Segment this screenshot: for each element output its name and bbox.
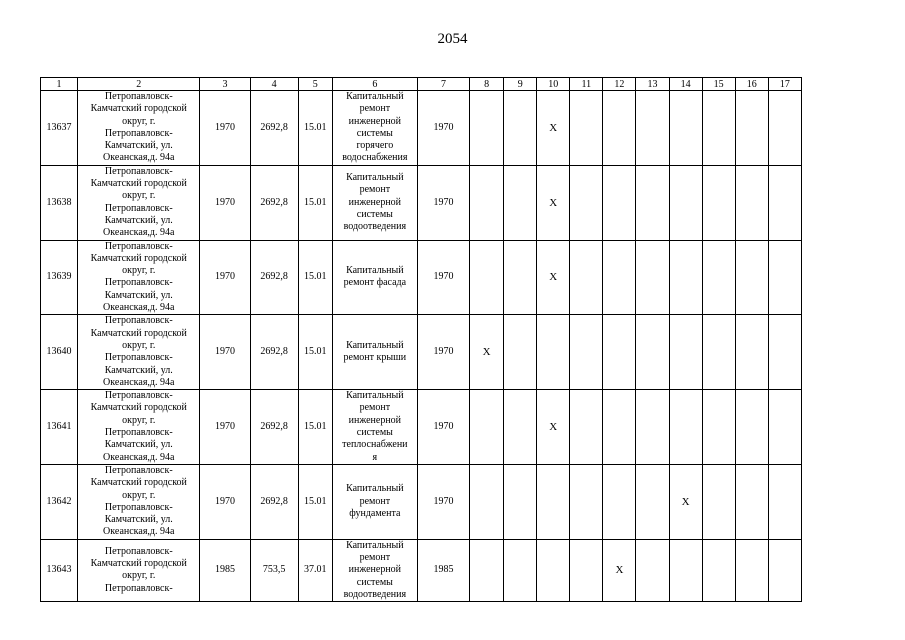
table-cell-col7: 1970 <box>417 91 469 166</box>
mark-cell <box>603 165 636 240</box>
record-id-cell: 13643 <box>41 539 78 601</box>
table-cell-col5: 15.01 <box>298 240 332 315</box>
table-cell-col3: 1970 <box>200 315 250 390</box>
mark-cell <box>570 91 603 166</box>
table-row <box>41 240 802 315</box>
mark-cell <box>504 165 537 240</box>
mark-cell <box>603 315 636 390</box>
work-type-cell: Капитальный ремонт инженерной системы водоотведения <box>332 165 417 240</box>
mark-cell: X <box>603 539 636 601</box>
table-cell-col3: 1985 <box>200 539 250 601</box>
column-header-12: 12 <box>603 78 636 91</box>
record-id-cell: 13640 <box>41 315 78 390</box>
mark-cell: X <box>537 165 570 240</box>
record-id-cell: 13639 <box>41 240 78 315</box>
mark-cell <box>603 464 636 539</box>
table-cell-col5: 37.01 <box>298 539 332 601</box>
column-header-13: 13 <box>636 78 669 91</box>
record-id-cell: 13641 <box>41 390 78 465</box>
mark-cell <box>636 91 669 166</box>
mark-cell: X <box>537 91 570 166</box>
mark-cell <box>504 240 537 315</box>
registry-table <box>40 77 802 602</box>
table-cell-col5: 15.01 <box>298 390 332 465</box>
table-cell-col5: 15.01 <box>298 464 332 539</box>
header-row <box>41 78 802 91</box>
mark-cell <box>669 240 702 315</box>
table-cell-col3: 1970 <box>200 240 250 315</box>
table-cell-col7: 1970 <box>417 315 469 390</box>
table-row <box>41 91 802 166</box>
mark-cell <box>768 315 801 390</box>
record-id-cell: 13637 <box>41 91 78 166</box>
mark-cell: X <box>537 240 570 315</box>
table-cell-col7: 1985 <box>417 539 469 601</box>
table-cell-col3: 1970 <box>200 91 250 166</box>
address-cell: Петропавловск- Камчатский городской округ, г. Петропавловск- Камчатский, ул. Океанская,д. 94а <box>78 390 200 465</box>
mark-cell <box>603 91 636 166</box>
table-row <box>41 390 802 465</box>
mark-cell <box>570 539 603 601</box>
table-cell-col7: 1970 <box>417 240 469 315</box>
mark-cell <box>669 390 702 465</box>
address-cell: Петропавловск- Камчатский городской округ, г. Петропавловск- Камчатский, ул. Океанская,д. 94а <box>78 91 200 166</box>
mark-cell <box>636 464 669 539</box>
column-header-17: 17 <box>768 78 801 91</box>
mark-cell <box>735 315 768 390</box>
address-cell: Петропавловск- Камчатский городской округ, г. Петропавловск- Камчатский, ул. Океанская,д. 94а <box>78 240 200 315</box>
table-cell-col3: 1970 <box>200 464 250 539</box>
mark-cell <box>669 165 702 240</box>
page-number: 2054 <box>437 31 468 47</box>
table-cell-col7: 1970 <box>417 464 469 539</box>
table-body <box>41 91 802 602</box>
work-type-cell: Капитальный ремонт фундамента <box>332 464 417 539</box>
mark-cell <box>570 315 603 390</box>
work-type-cell: Капитальный ремонт крыши <box>332 315 417 390</box>
mark-cell <box>570 165 603 240</box>
table-cell-col4: 2692,8 <box>250 165 298 240</box>
mark-cell <box>470 464 504 539</box>
column-header-4: 4 <box>250 78 298 91</box>
mark-cell <box>702 240 735 315</box>
mark-cell <box>504 91 537 166</box>
table-cell-col3: 1970 <box>200 165 250 240</box>
table-cell-col4: 2692,8 <box>250 240 298 315</box>
mark-cell <box>768 165 801 240</box>
column-header-11: 11 <box>570 78 603 91</box>
mark-cell <box>570 240 603 315</box>
address-cell: Петропавловск- Камчатский городской округ, г. Петропавловск- <box>78 539 200 601</box>
mark-cell <box>768 390 801 465</box>
mark-cell <box>735 240 768 315</box>
table-cell-col4: 2692,8 <box>250 390 298 465</box>
mark-cell <box>470 165 504 240</box>
mark-cell <box>504 315 537 390</box>
mark-cell <box>603 390 636 465</box>
table-row <box>41 165 802 240</box>
mark-cell <box>702 390 735 465</box>
column-header-1: 1 <box>41 78 78 91</box>
mark-cell <box>570 464 603 539</box>
table-cell-col7: 1970 <box>417 390 469 465</box>
mark-cell <box>669 539 702 601</box>
mark-cell <box>537 464 570 539</box>
mark-cell <box>735 165 768 240</box>
mark-cell <box>735 390 768 465</box>
table-cell-col4: 2692,8 <box>250 91 298 166</box>
table-cell-col4: 2692,8 <box>250 315 298 390</box>
mark-cell <box>603 240 636 315</box>
column-header-10: 10 <box>537 78 570 91</box>
mark-cell: X <box>669 464 702 539</box>
table-cell-col5: 15.01 <box>298 91 332 166</box>
record-id-cell: 13642 <box>41 464 78 539</box>
mark-cell <box>504 390 537 465</box>
work-type-cell: Капитальный ремонт инженерной системы водоотведения <box>332 539 417 601</box>
table-cell-col4: 2692,8 <box>250 464 298 539</box>
column-header-9: 9 <box>504 78 537 91</box>
mark-cell <box>768 464 801 539</box>
mark-cell <box>470 240 504 315</box>
mark-cell <box>470 539 504 601</box>
mark-cell <box>702 165 735 240</box>
mark-cell <box>537 539 570 601</box>
mark-cell <box>768 91 801 166</box>
mark-cell <box>636 539 669 601</box>
work-type-cell: Капитальный ремонт фасада <box>332 240 417 315</box>
mark-cell <box>702 539 735 601</box>
address-cell: Петропавловск- Камчатский городской округ, г. Петропавловск- Камчатский, ул. Океанская,д. 94а <box>78 315 200 390</box>
table-row <box>41 464 802 539</box>
mark-cell <box>669 91 702 166</box>
record-id-cell: 13638 <box>41 165 78 240</box>
table-cell-col5: 15.01 <box>298 315 332 390</box>
mark-cell <box>636 315 669 390</box>
mark-cell <box>735 464 768 539</box>
column-header-14: 14 <box>669 78 702 91</box>
mark-cell <box>768 240 801 315</box>
column-header-16: 16 <box>735 78 768 91</box>
table-cell-col7: 1970 <box>417 165 469 240</box>
mark-cell <box>570 390 603 465</box>
column-header-7: 7 <box>417 78 469 91</box>
table-cell-col3: 1970 <box>200 390 250 465</box>
column-header-2: 2 <box>78 78 200 91</box>
mark-cell <box>735 539 768 601</box>
address-cell: Петропавловск- Камчатский городской округ, г. Петропавловск- Камчатский, ул. Океанская,д. 94а <box>78 165 200 240</box>
mark-cell <box>702 91 735 166</box>
mark-cell <box>735 91 768 166</box>
column-header-15: 15 <box>702 78 735 91</box>
table-row <box>41 539 802 601</box>
column-header-6: 6 <box>332 78 417 91</box>
mark-cell <box>537 315 570 390</box>
column-header-5: 5 <box>298 78 332 91</box>
mark-cell <box>504 464 537 539</box>
mark-cell <box>470 91 504 166</box>
work-type-cell: Капитальный ремонт инженерной системы горячего водоснабжения <box>332 91 417 166</box>
mark-cell <box>669 315 702 390</box>
mark-cell <box>702 315 735 390</box>
mark-cell <box>768 539 801 601</box>
address-cell: Петропавловск- Камчатский городской округ, г. Петропавловск- Камчатский, ул. Океанская,д. 94а <box>78 464 200 539</box>
column-header-3: 3 <box>200 78 250 91</box>
table-row <box>41 315 802 390</box>
work-type-cell: Капитальный ремонт инженерной системы теплоснабжени я <box>332 390 417 465</box>
mark-cell <box>470 390 504 465</box>
mark-cell: X <box>537 390 570 465</box>
column-header-8: 8 <box>470 78 504 91</box>
mark-cell <box>636 240 669 315</box>
table-cell-col4: 753,5 <box>250 539 298 601</box>
mark-cell: X <box>470 315 504 390</box>
mark-cell <box>636 390 669 465</box>
table-cell-col5: 15.01 <box>298 165 332 240</box>
mark-cell <box>504 539 537 601</box>
mark-cell <box>636 165 669 240</box>
mark-cell <box>702 464 735 539</box>
